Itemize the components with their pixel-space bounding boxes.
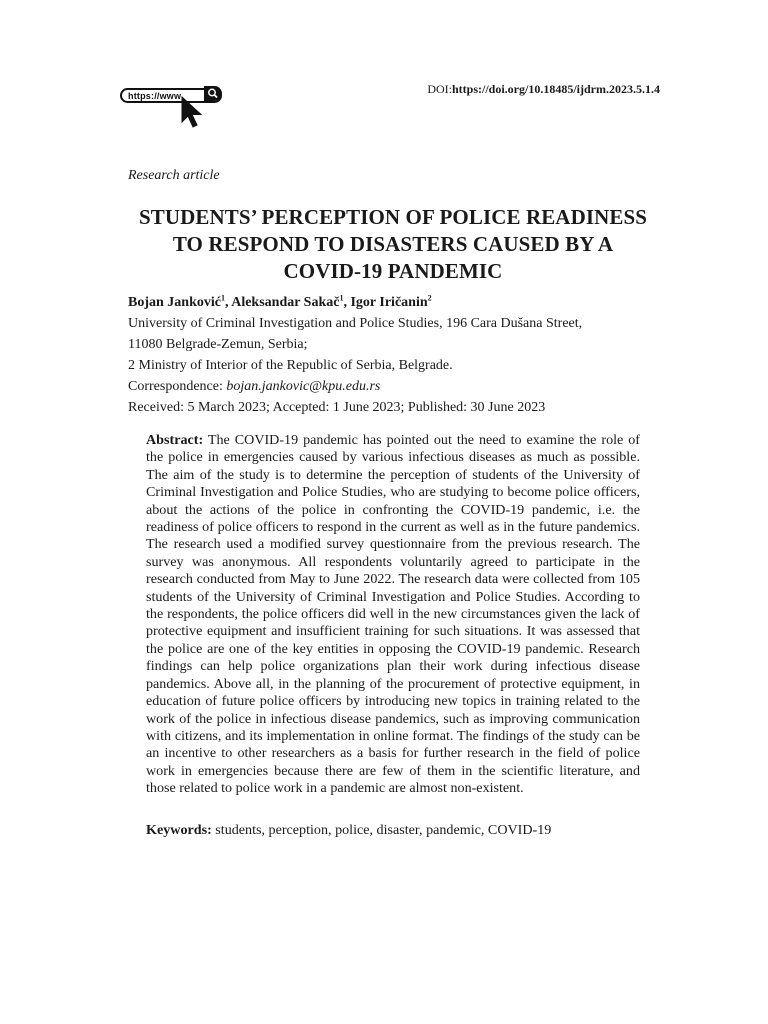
author-name: Igor Iričanin [350, 295, 428, 310]
keywords-text: students, perception, police, disaster, pandemic, COVID-19 [215, 822, 552, 838]
abstract-label: Abstract: [146, 432, 204, 448]
publication-dates: Received: 5 March 2023; Accepted: 1 June 2023; Published: 30 June 2023 [128, 400, 546, 415]
title-line: STUDENTS’ PERCEPTION OF POLICE READINESS [138, 205, 648, 229]
author-separator: , [343, 295, 351, 310]
author-separator: , [224, 295, 232, 310]
title-line: COVID-19 PANDEMIC [283, 259, 503, 283]
abstract [146, 432, 640, 798]
correspondence-label: Correspondence: [128, 379, 227, 394]
cursor-icon [180, 96, 206, 130]
author-affiliation-mark: 1 [339, 293, 344, 303]
author-name: Bojan Janković [128, 295, 221, 310]
doi-label: DOI: [427, 82, 452, 96]
keywords-label: Keywords: [146, 822, 212, 838]
article-type: Research article [128, 168, 220, 183]
paper-meta [128, 292, 668, 418]
keywords [146, 822, 640, 839]
doi-link[interactable]: https://doi.org/10.18485/ijdrm.2023.5.1.4 [451, 82, 660, 96]
author-affiliation-mark: 1 [220, 293, 225, 303]
logo-url-text: https://www [128, 91, 182, 101]
abstract-text: The COVID-19 pandemic has pointed out the need to examine the role of the police in emergencies caused by various infectious diseases as much as possible. The aim of the study is to determine the perception of students of the University of Criminal Investigation and Police Studies, who are studying to become police officers, about the actions of the police in confronting the COVID-19 pandemic, i.e. the readiness of police officers to respond in the current as well as in the future pandemics. The research used a modified survey questionnaire from the previous research. The survey was anonymous. All respondents voluntarily agreed to participate in the research conducted from May to June 2022. The research data were collected from 105 students of the University of Criminal Investigation and Police Studies. According to the respondents, the police officers did well in the new circumstances given the lack of protective equipment and insufficient training for such situations. It was assessed that the police are one of the key entities in opposing the COVID-19 pandemic. Research findings can help police organizations plan their work during infectious disease pandemics. Above all, in the planning of the procurement of protective equipment, in education of future police officers by introducing new topics in training related to the work of the police in infectious disease pandemics, such as improving communication with citizens, and its implementation in online format. The findings of the study can be an incentive to other researchers as a basis for further research in the field of police work in emergencies because there are few of them in the scientific literature, and those related to police work in a pandemic are almost non-existent. [146, 432, 640, 797]
author-list [128, 292, 668, 313]
author-name: Aleksandar Sakač [231, 295, 340, 310]
journal-web-logo [120, 86, 230, 134]
doi-line [427, 82, 660, 97]
correspondence [128, 376, 668, 397]
affiliation-line: 2 Ministry of Interior of the Republic of Serbia, Belgrade. [128, 358, 453, 373]
paper-title [110, 204, 676, 285]
correspondence-email[interactable]: bojan.jankovic@kpu.edu.rs [226, 379, 381, 394]
affiliation-line: 11080 Belgrade-Zemun, Serbia; [128, 337, 308, 352]
affiliation-line: University of Criminal Investigation and Police Studies, 196 Cara Dušana Street, [128, 316, 583, 331]
search-icon [204, 86, 222, 101]
title-line: TO RESPOND TO DISASTERS CAUSED BY A [172, 232, 614, 256]
author-affiliation-mark: 2 [427, 293, 432, 303]
